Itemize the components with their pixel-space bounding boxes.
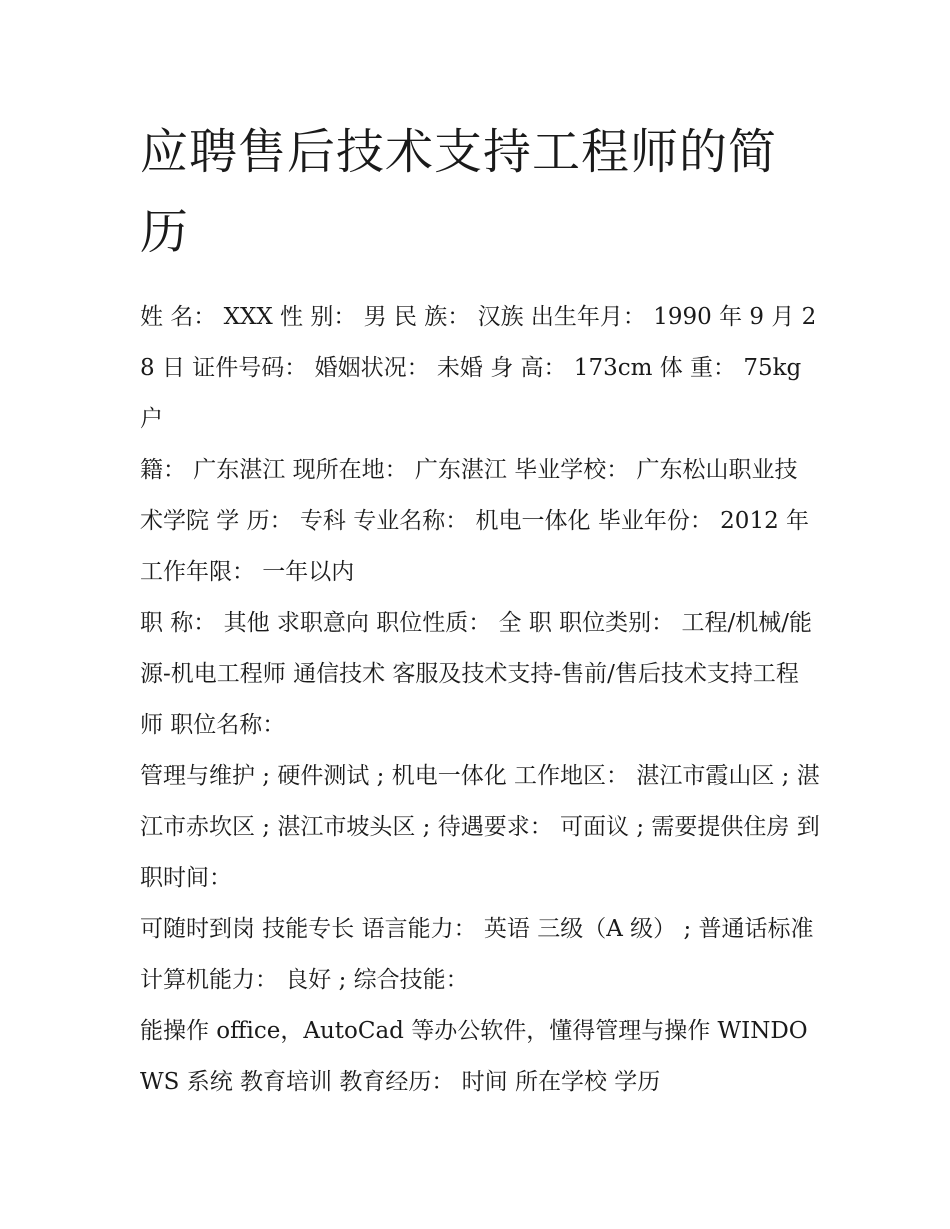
paragraph-education-info: 籍： 广东湛江 现所在地： 广东湛江 毕业学校： 广东松山职业技术学院 学 历： 专科 专业名称： 机电一体化 毕业年份： 2012 年 工作年限： 一年以内 — [140, 457, 810, 585]
paragraph-personal-info: 姓 名： XXX 性 别： 男 民 族： 汉族 出生年月： 1990 年 9 月 28 日 证件号码： 婚姻状况： 未婚 身 高： 173cm 体 重： 75kg 户 — [140, 304, 817, 432]
paragraph-job-intention: 职 称： 其他 求职意向 职位性质： 全 职 职位类别： 工程/机械/能源-机电工程师 通信技术 客服及技术支持-售前/售后技术支持工程师 职位名称： — [140, 610, 812, 738]
paragraph-work-location: 管理与维护 ; 硬件测试 ; 机电一体化 工作地区： 湛江市霞山区 ; 湛江市赤坎区 ; 湛江市坡头区 ; 待遇要求： 可面议 ; 需要提供住房 到职时间： — [140, 763, 820, 891]
paragraph-skills: 可随时到岗 技能专长 语言能力： 英语 三级（A 级） ; 普通话标准 计算机能力： 良好 ; 综合技能： — [140, 916, 814, 993]
paragraph-computer-skills: 能操作 office，AutoCad 等办公软件，懂得管理与操作 WINDOWS 系统 教育培训 教育经历： 时间 所在学校 学历 — [140, 1018, 808, 1095]
document-title: 应聘售后技术支持工程师的简历 — [140, 124, 778, 260]
document-page — [140, 112, 820, 1108]
document-body — [140, 292, 820, 1108]
